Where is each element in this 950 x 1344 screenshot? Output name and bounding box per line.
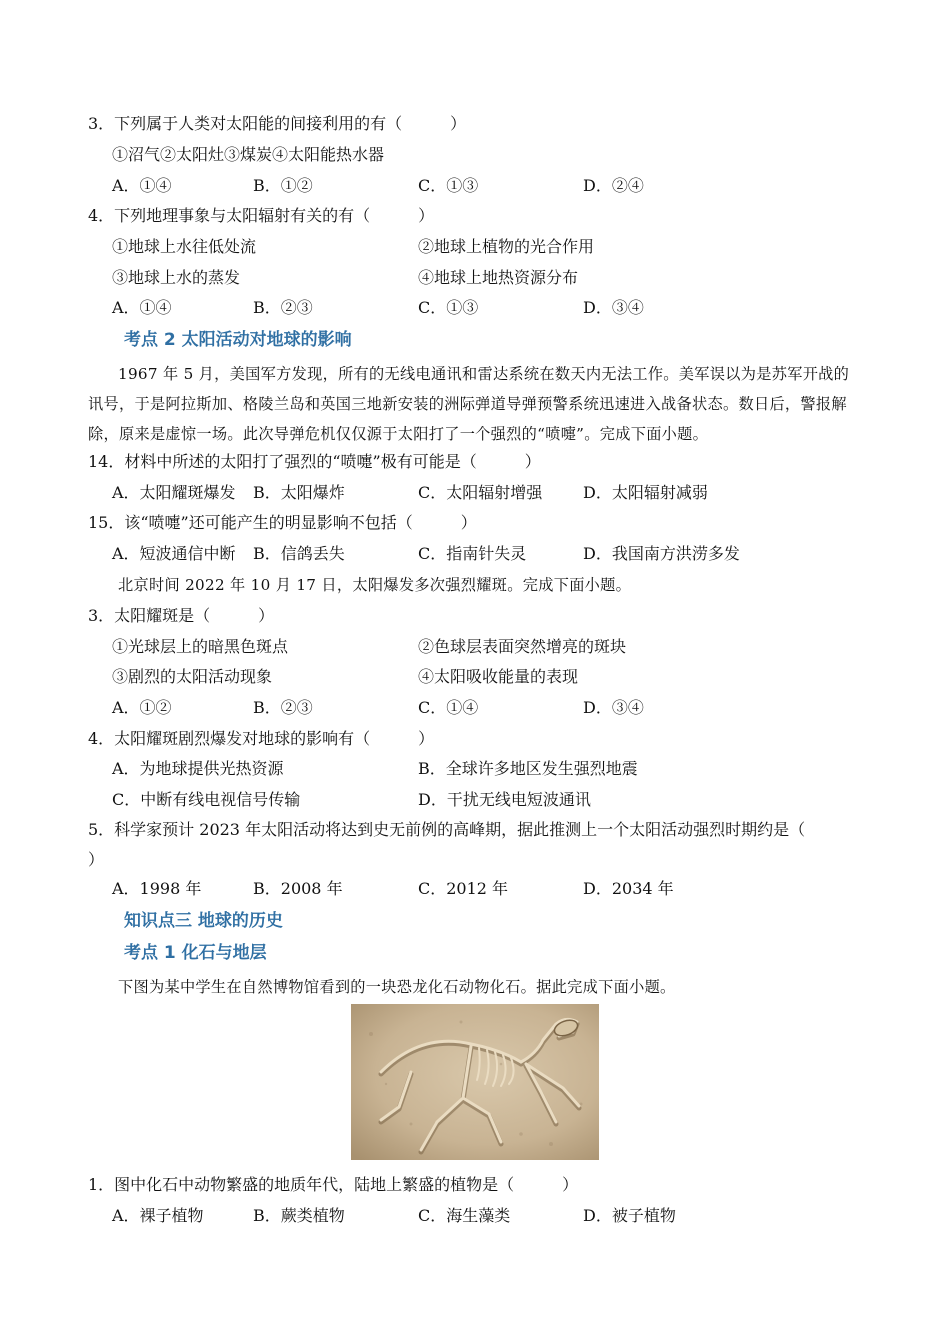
question-5-stem-continued: ）: [88, 850, 105, 869]
option-d[interactable]: D．我国南方洪涝多发: [583, 544, 740, 563]
question-4a-stem: 4．下列地理事象与太阳辐射有关的有（ ）: [88, 206, 435, 225]
question-15-stem: 15．该“喷嚏”还可能产生的明显影响不包括（ ）: [88, 513, 477, 532]
option-b[interactable]: B．2008 年: [253, 879, 343, 898]
option-a[interactable]: A．裸子植物: [112, 1206, 204, 1225]
question-3a-statement: ①沼气②太阳灶③煤炭④太阳能热水器: [112, 145, 385, 164]
question-3b-item-2: ②色球层表面突然增亮的斑块: [418, 637, 627, 656]
option-a[interactable]: A．短波通信中断: [112, 544, 236, 563]
option-b[interactable]: B．全球许多地区发生强烈地震: [418, 759, 638, 778]
option-b[interactable]: B．蕨类植物: [253, 1206, 345, 1225]
question-1-stem: 1．图中化石中动物繁盛的地质年代，陆地上繁盛的植物是（ ）: [88, 1175, 579, 1194]
question-3a-stem: 3．下列属于人类对太阳能的间接利用的有（ ）: [88, 114, 467, 133]
question-5-stem: 5．科学家预计 2023 年太阳活动将达到史无前例的高峰期，据此推测上一个太阳活动强烈时期约是（: [88, 820, 806, 839]
question-4a-item-2: ②地球上植物的光合作用: [418, 237, 595, 256]
option-d[interactable]: D．太阳辐射减弱: [583, 483, 708, 502]
question-3b-item-4: ④太阳吸收能量的表现: [418, 667, 579, 686]
option-d[interactable]: D．被子植物: [583, 1206, 676, 1225]
option-a[interactable]: A．1998 年: [112, 879, 202, 898]
option-a[interactable]: A．太阳耀斑爆发: [112, 483, 236, 502]
option-b[interactable]: B．②③: [253, 298, 313, 317]
section-heading-fossils-strata: 考点 1 化石与地层: [124, 943, 267, 963]
option-d[interactable]: D．干扰无线电短波通讯: [418, 790, 591, 809]
question-4a-item-3: ③地球上水的蒸发: [112, 268, 241, 287]
option-c[interactable]: C．①③: [418, 176, 479, 195]
option-b[interactable]: B．①②: [253, 176, 313, 195]
option-c[interactable]: C．中断有线电视信号传输: [112, 790, 301, 809]
option-b[interactable]: B．信鸽丢失: [253, 544, 345, 563]
dinosaur-fossil-image: [351, 1004, 599, 1160]
material-paragraph-1967: 1967 年 5 月，美国军方发现，所有的无线电通讯和雷达系统在数天内无法工作。美军误以为是苏军开战的讯号，于是阿拉斯加、格陵兰岛和英国三地新安装的洲际弹道导弹预警系统迅速进入战备状态。数日后，警报解除，原来是虚惊一场。此次导弹危机仅仅源于太阳打了一个强烈的“喷嚏”。完成下面小题。: [88, 365, 850, 443]
option-d[interactable]: D．③④: [583, 298, 644, 317]
option-c[interactable]: C．海生藻类: [418, 1206, 511, 1225]
question-4a-item-1: ①地球上水往低处流: [112, 237, 257, 256]
option-a[interactable]: A．①②: [112, 698, 172, 717]
option-d[interactable]: D．②④: [583, 176, 644, 195]
option-a[interactable]: A．为地球提供光热资源: [112, 759, 284, 778]
question-3b-stem: 3．太阳耀斑是（ ）: [88, 606, 275, 625]
option-a[interactable]: A．①④: [112, 298, 172, 317]
material-paragraph-2022: 北京时间 2022 年 10 月 17 日，太阳爆发多次强烈耀斑。完成下面小题。: [118, 576, 632, 594]
option-b[interactable]: B．②③: [253, 698, 313, 717]
option-b[interactable]: B．太阳爆炸: [253, 483, 345, 502]
option-d[interactable]: D．③④: [583, 698, 644, 717]
question-14-stem: 14．材料中所述的太阳打了强烈的“喷嚏”极有可能是（ ）: [88, 452, 541, 471]
question-3b-item-3: ③剧烈的太阳活动现象: [112, 667, 273, 686]
section-heading-solar-activity: 考点 2 太阳活动对地球的影响: [124, 330, 352, 350]
option-c[interactable]: C．2012 年: [418, 879, 509, 898]
section-heading-earth-history: 知识点三 地球的历史: [124, 911, 283, 931]
question-4a-item-4: ④地球上地热资源分布: [418, 268, 579, 287]
option-c[interactable]: C．①④: [418, 698, 479, 717]
material-paragraph-fossil: 下图为某中学生在自然博物馆看到的一块恐龙化石动物化石。据此完成下面小题。: [118, 978, 676, 996]
option-c[interactable]: C．指南针失灵: [418, 544, 527, 563]
option-a[interactable]: A．①④: [112, 176, 172, 195]
option-c[interactable]: C．①③: [418, 298, 479, 317]
question-4b-stem: 4．太阳耀斑剧烈爆发对地球的影响有（ ）: [88, 729, 435, 748]
option-d[interactable]: D．2034 年: [583, 879, 674, 898]
question-3b-item-1: ①光球层上的暗黑色斑点: [112, 637, 289, 656]
option-c[interactable]: C．太阳辐射增强: [418, 483, 543, 502]
